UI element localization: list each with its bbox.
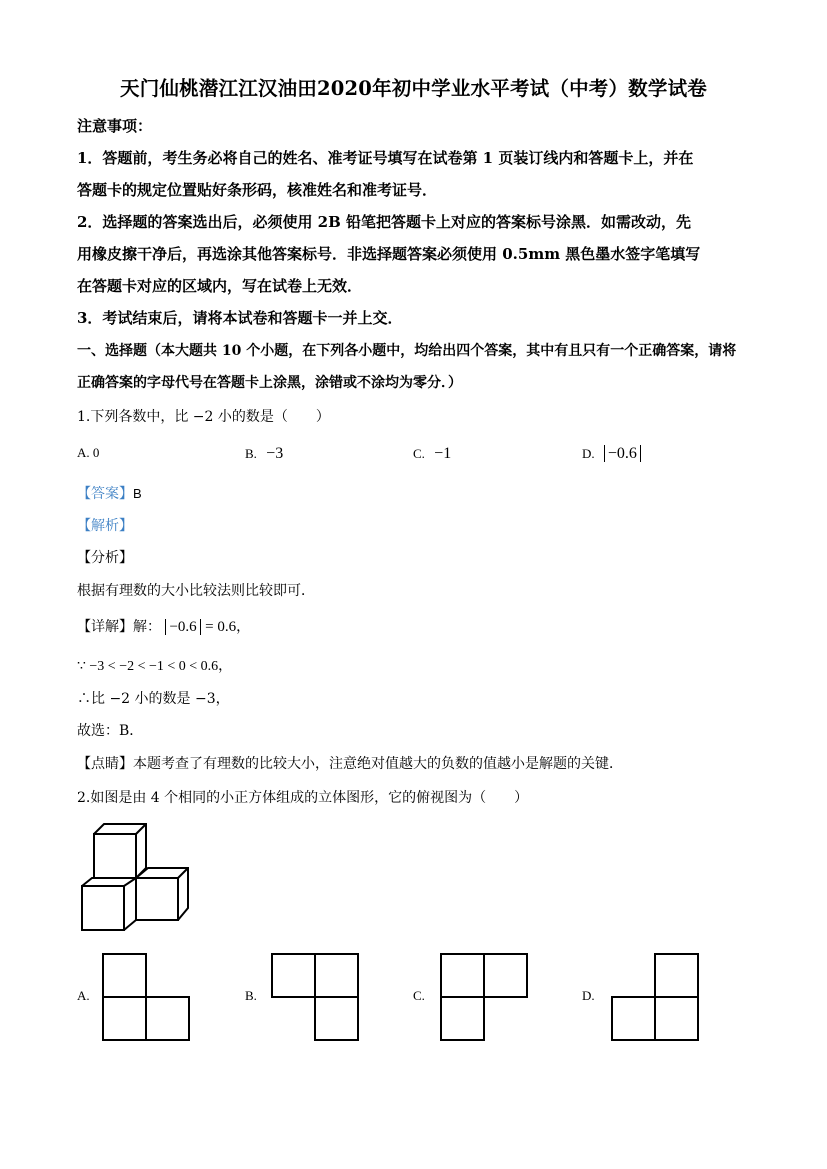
detail-eq: = 0.6 bbox=[205, 619, 237, 635]
comment-line bbox=[77, 753, 623, 773]
therefore-line: ∴比 −2 小的数是 −3， bbox=[77, 691, 230, 707]
q2-option-c-figure bbox=[440, 953, 530, 1041]
notice-item-2-line-2: 用橡皮擦干净后，再选涂其他答案标号．非选择题答案必须使用 0.5mm 黑色墨水签字笔填写 bbox=[77, 245, 701, 263]
q1-option-d-value: −0.6 bbox=[604, 445, 641, 462]
notice-item-1-line-1: 1．答题前，考生务必将自己的姓名、准考证号填写在试卷第 1 页装订线内和答题卡上，并在 bbox=[77, 149, 694, 167]
detail-prefix: 解： bbox=[133, 619, 161, 635]
cube-left-edge bbox=[124, 920, 136, 930]
comment-tag: 【点睛】 bbox=[77, 756, 133, 772]
section-1-line-2: 正确答案的字母代号在答题卡上涂黑，涂错或不涂均为零分．） bbox=[77, 375, 462, 391]
q1-option-d bbox=[582, 445, 641, 463]
cube-left-side bbox=[82, 878, 136, 886]
cube-left-front bbox=[82, 886, 124, 930]
notice-item-2-line-1: 2．选择题的答案选出后，必须使用 2B 铅笔把答题卡上对应的答案标号涂黑．如需改动，先 bbox=[77, 213, 692, 231]
q1-option-c-value: −1 bbox=[434, 445, 452, 462]
q1-option-b-label: B. bbox=[245, 446, 257, 461]
detail-tag: 【详解】 bbox=[77, 619, 133, 635]
cube-top-front bbox=[94, 834, 136, 878]
cube-top-edge bbox=[136, 824, 146, 834]
notice-heading: 注意事项： bbox=[77, 117, 153, 135]
q1-option-c bbox=[413, 445, 451, 463]
answer-tag: 【答案】 bbox=[77, 486, 133, 502]
page-title: 天门仙桃潜江江汉油田2020年初中学业水平考试（中考）数学试卷 bbox=[120, 77, 707, 100]
cube-right-edge bbox=[178, 868, 188, 878]
detail-line bbox=[77, 616, 250, 636]
section-1-line-1: 一、选择题（本大题共 10 个小题，在下列各小题中，均给出四个答案，其中有且只有一个正确答案，请将 bbox=[77, 343, 737, 359]
q1-option-a bbox=[77, 445, 99, 461]
notice-item-1-line-2: 答题卡的规定位置贴好条形码，核准姓名和准考证号． bbox=[77, 181, 438, 199]
q2-option-d-label: D. bbox=[582, 988, 595, 1003]
fenxi-text: 根据有理数的大小比较法则比较即可． bbox=[77, 583, 315, 599]
q2-option-a-label: A. bbox=[77, 988, 90, 1003]
q2-option-b-figure bbox=[271, 953, 361, 1041]
detail-suffix: ， bbox=[236, 619, 251, 635]
q1-option-c-label: C. bbox=[413, 446, 425, 461]
fenxi-tag: 【分析】 bbox=[77, 550, 133, 566]
q2-option-d-figure bbox=[611, 953, 701, 1041]
q1-option-d-label: D. bbox=[582, 446, 595, 461]
q1-answer bbox=[77, 483, 142, 503]
analysis-tag: 【解析】 bbox=[77, 518, 133, 534]
q1-option-a-label: A. bbox=[77, 445, 90, 460]
because-line: ∵ −3 < −2 < −1 < 0 < 0.6， bbox=[77, 659, 233, 674]
cube-figure bbox=[78, 822, 198, 932]
notice-item-3: 3．考试结束后，请将本试卷和答题卡一并上交． bbox=[77, 309, 403, 327]
comment-text: 本题考查了有理数的比较大小，注意绝对值越大的负数的值越小是解题的关键． bbox=[133, 756, 623, 772]
notice-item-2-line-3: 在答题卡对应的区域内，写在试卷上无效． bbox=[77, 277, 363, 295]
detail-abs: −0.6 bbox=[165, 619, 200, 635]
q1-stem: 1.下列各数中，比 −2 小的数是（ ） bbox=[77, 409, 330, 425]
answer-value: B bbox=[133, 486, 142, 501]
q2-option-b-label: B. bbox=[245, 988, 257, 1003]
cube-right-front bbox=[136, 878, 178, 920]
q2-option-c-label: C. bbox=[413, 988, 425, 1003]
q1-option-b-value: −3 bbox=[266, 445, 284, 462]
q2-option-a-figure bbox=[102, 953, 192, 1041]
choice-line: 故选：B． bbox=[77, 723, 144, 739]
q2-stem: 2.如图是由 4 个相同的小正方体组成的立体图形，它的俯视图为（ ） bbox=[77, 790, 529, 806]
q1-option-a-value: 0 bbox=[92, 445, 100, 460]
q1-option-b bbox=[245, 445, 283, 463]
